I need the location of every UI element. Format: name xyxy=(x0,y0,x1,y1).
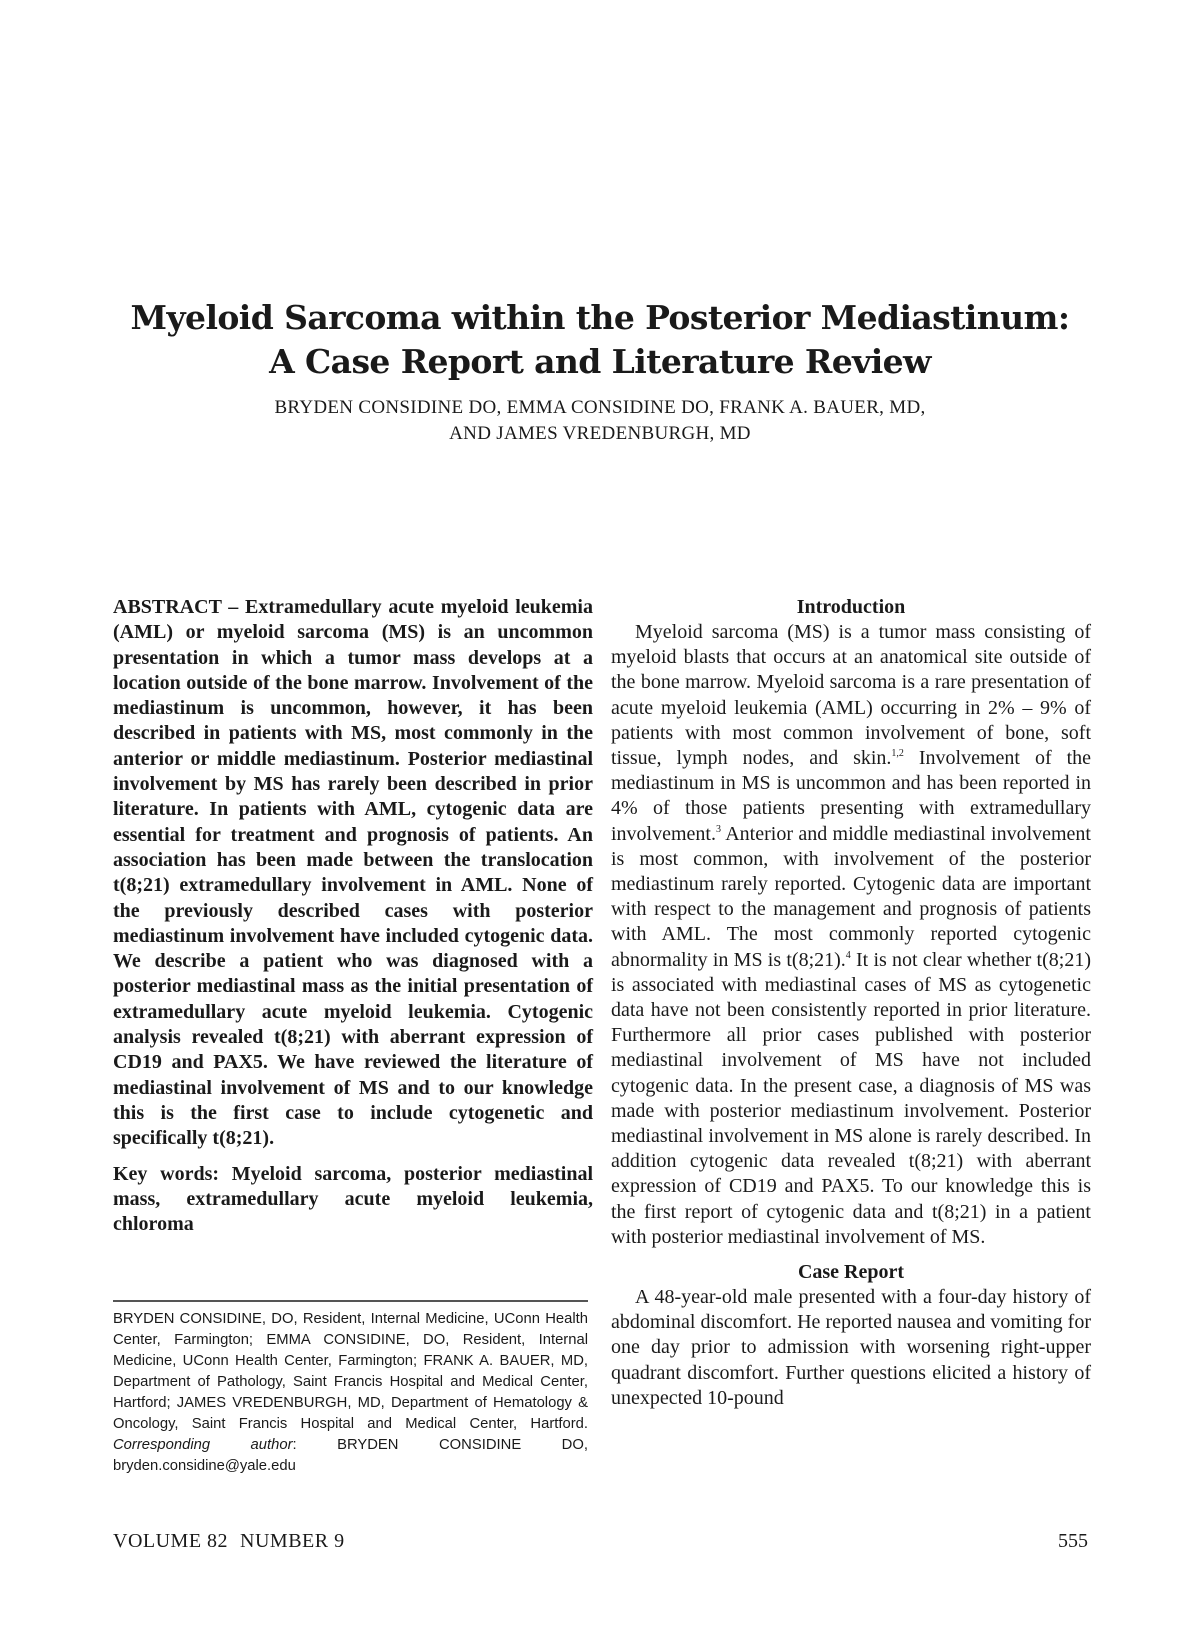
volume-label: VOLUME 82 xyxy=(113,1530,229,1552)
citation-ref: 3 xyxy=(715,823,721,835)
case-report-heading: Case Report xyxy=(797,1261,905,1284)
title-line-1: Myeloid Sarcoma within the Posterior Mediastinum: xyxy=(130,298,1070,337)
citation-ref: 1,2 xyxy=(891,748,904,760)
intro-sentence-2: Involvement of the mediastinum in MS is uncommon and has been reported in 4% of those patients presenting with extramedullary involvement. xyxy=(611,747,1091,845)
introduction-heading: Introduction xyxy=(796,596,906,618)
affiliations-text: BRYDEN CONSIDINE, DO, Resident, Internal Medicine, UConn Health Center, Farmington; EMMA CONSIDINE, DO, Resident, Internal Medicine, UConn Health Center, Farmington; FRANK A. BAUER, MD, Department of Pathology, Saint Francis Hospital and Medical Center, Hartford; JAMES VREDENBURGH, MD, Department of Hematology & Oncology, Saint Francis Hospital and Medical Center, Hartford. xyxy=(113,1311,588,1432)
number-label: NUMBER 9 xyxy=(240,1530,345,1552)
authors-line-1: BRYDEN CONSIDINE DO, EMMA CONSIDINE DO, FRANK A. BAUER, MD, xyxy=(274,397,926,418)
intro-sentence-1: Myeloid sarcoma (MS) is a tumor mass consisting of myeloid blasts that occurs at an anatomical site outside of the bone marrow. Myeloid sarcoma is a rare presentation of acute myeloid leukemia (AML) occurring in 2% – 9% of patients with most common involvement of bone, soft tissue, lymph nodes, and skin. xyxy=(611,621,1091,770)
abstract-text: ABSTRACT – Extramedullary acute myeloid leukemia (AML) or myeloid sarcoma (MS) is an uncommon presentation in which a tumor mass develops at a location outside of the bone marrow. Involvement of the mediastinum is uncommon, however, it has been described in patients with MS, most commonly in the anterior or middle mediastinum. Posterior mediastinal involvement by MS has rarely been described in prior literature. In patients with AML, cytogenic data are essential for treatment and prognosis of patients. An association has been made between the translocation t(8;21) extramedullary involvement in AML. None of the previously described cases with posterior mediastinum involvement have included cytogenic data. We describe a patient who was diagnosed with a posterior mediastinal mass as the initial presentation of extramedullary acute myeloid leukemia. Cytogenic analysis revealed t(8;21) with aberrant expression of CD19 and PAX5. We have reviewed the literature of mediastinal involvement of MS and to our knowledge this is the first case to include cytogenetic and specifically t(8;21). xyxy=(113,596,593,1150)
article-title xyxy=(0,296,1200,384)
page-number: 555 xyxy=(1058,1530,1088,1552)
case-report-paragraph: A 48-year-old male presented with a four-day history of abdominal discomfort. He reported nausea and vomiting for one day prior to admission with worsening right-upper quadrant discomfort. Further questions elicited a history of unexpected 10-pound xyxy=(611,1286,1091,1409)
keywords-text: Key words: Myeloid sarcoma, posterior mediastinal mass, extramedullary acute myeloid leukemia, chloroma xyxy=(113,1162,593,1236)
right-column xyxy=(611,595,1091,1411)
corresponding-author-label: Corresponding author xyxy=(113,1437,293,1453)
author-list xyxy=(0,395,1200,447)
intro-sentence-3: Anterior and middle mediastinal involvement is most common, with involvement of the posterior mediastinum rarely reported. Cytogenic data are important with respect to the management and prognosis of patients with AML. The most commonly reported cytogenic abnormality in MS is t(8;21). xyxy=(611,822,1091,971)
introduction-paragraph xyxy=(611,620,1091,1250)
intro-sentence-4: It is not clear whether t(8;21) is associated with mediastinal cases of MS as cytogenetic data have not been consistently reported in prior literature. Furthermore all prior cases published with posterior mediastinal involvement of MS have not included cytogenic data. In the present case, a diagnosis of MS was made with posterior mediastinum involvement. Posterior mediastinal involvement in MS alone is rarely described. In addition cytogenic data revealed t(8;21) with aberrant expression of CD19 and PAX5. To our knowledge this is the first report of cytogenic data and t(8;21) in a patient with posterior mediastinal involvement of MS. xyxy=(611,948,1091,1248)
authors-line-2: AND JAMES VREDENBURGH, MD xyxy=(449,423,751,444)
left-column xyxy=(113,595,593,1237)
title-line-2: A Case Report and Literature Review xyxy=(269,342,931,381)
footnote-divider xyxy=(113,1300,588,1302)
author-affiliations xyxy=(113,1309,588,1477)
journal-issue xyxy=(113,1530,345,1553)
citation-ref: 4 xyxy=(845,949,851,961)
corresponding-author-contact: : BRYDEN CONSIDINE DO, bryden.considine@yale.edu xyxy=(113,1437,588,1474)
